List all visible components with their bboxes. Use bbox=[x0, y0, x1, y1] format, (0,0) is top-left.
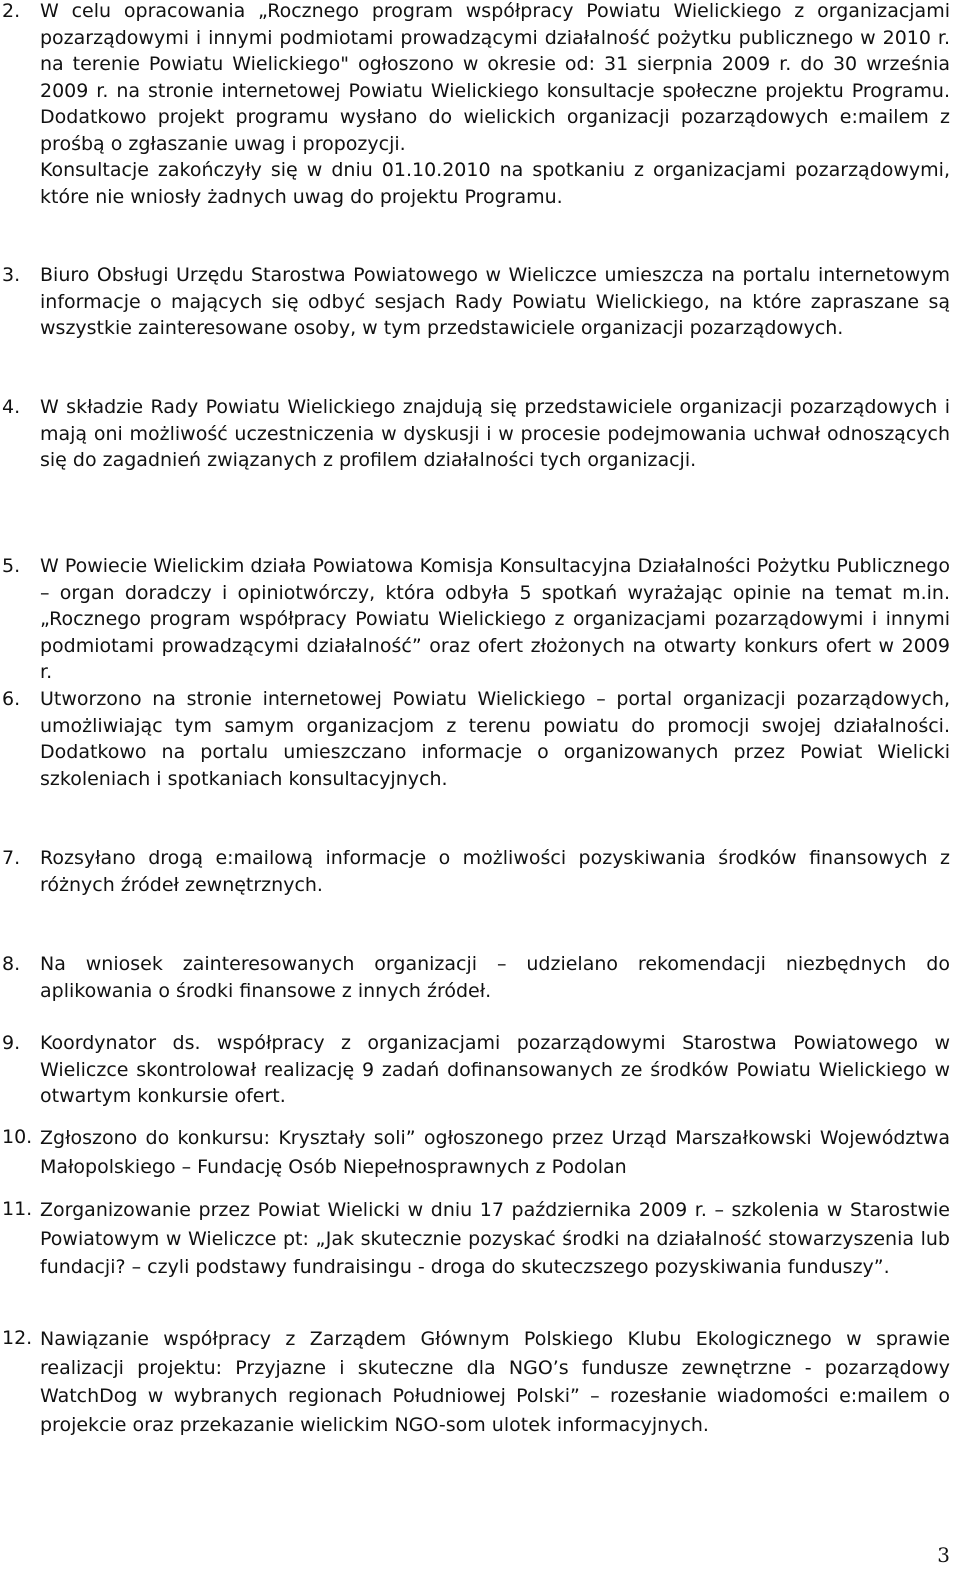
item-text bbox=[40, 262, 950, 342]
item-paragraph: Biuro Obsługi Urzędu Starostwa Powiatowego w Wieliczce umieszcza na portalu internetowym informacje o mających się odbyć sesjach Rady Powiatu Wielickiego, na które zapraszane są wszystkie zainteresowane osoby, w tym przedstawiciele organizacji pozarządowych. bbox=[40, 264, 950, 339]
item-text bbox=[40, 0, 950, 210]
item-number: 5. bbox=[2, 555, 21, 577]
item-paragraph: W celu opracowania „Rocznego program współpracy Powiatu Wielickiego z organizacjami pozarządowymi i innymi podmiotami prowadzącymi działalność pożytku publicznego w 2010 r. na terenie Powiatu Wielickiego" ogłoszono w okresie od: 31 sierpnia 2009 r. do 30 września 2009 r. na stronie internetowej Powiatu Wielickiego konsultacje społeczne projektu Programu. Dodatkowo projekt programu wysłano do wielickich organizacji pozarządowych e:mailem z prośbą o zgłaszanie uwag i propozycji. bbox=[40, 0, 950, 155]
item-text bbox=[40, 1030, 950, 1110]
item-text bbox=[40, 1124, 950, 1181]
item-number: 3. bbox=[2, 264, 21, 286]
item-text bbox=[40, 686, 950, 792]
item-text bbox=[40, 951, 950, 1004]
item-text bbox=[40, 845, 950, 898]
page-number: 3 bbox=[937, 1543, 950, 1567]
item-text bbox=[40, 1196, 950, 1282]
item-number: 2. bbox=[2, 0, 21, 22]
item-paragraph: W składzie Rady Powiatu Wielickiego znajdują się przedstawiciele organizacji pozarządowych i mają oni możliwość uczestniczenia w dyskusji i w procesie podejmowania uchwał odnoszących się do zagadnień związanych z profilem działalności tych organizacji. bbox=[40, 396, 950, 471]
item-number: 11. bbox=[2, 1198, 33, 1220]
item-text bbox=[40, 394, 950, 474]
item-number: 10. bbox=[2, 1126, 33, 1148]
item-paragraph: W Powiecie Wielickim działa Powiatowa Komisja Konsultacyjna Działalności Pożytku Publicznego – organ doradczy i opiniotwórczy, która odbyła 5 spotkań wyrażając opinie na temat m.in. „Rocznego program współpracy Powiatu Wielickiego z organizacjami pozarządowymi i innymi podmiotami prowadzącymi działalność” oraz ofert złożonych na otwarty konkurs ofert w 2009 r. bbox=[40, 555, 950, 683]
item-paragraph: Nawiązanie współpracy z Zarządem Głównym Polskiego Klubu Ekologicznego w sprawie realizacji projektu: Przyjazne i skuteczne dla NGO’s fundusze zewnętrzne - pozarządowy WatchDog w wybranych regionach Południowej Polski” – rozesłanie wiadomości e:mailem o projekcie oraz przekazanie wielickim NGO-som ulotek informacyjnych. bbox=[40, 1328, 950, 1436]
item-paragraph: Koordynator ds. współpracy z organizacjami pozarządowymi Starostwa Powiatowego w Wieliczce skontrolował realizację 9 zadań dofinansowanych ze środków Powiatu Wielickiego w otwartym konkursie ofert. bbox=[40, 1032, 950, 1107]
item-paragraph: Zgłoszono do konkursu: Kryształy soli” ogłoszonego przez Urząd Marszałkowski Województwa Małopolskiego – Fundację Osób Niepełnosprawnych z Podolan bbox=[40, 1127, 950, 1178]
item-paragraph: Na wniosek zainteresowanych organizacji – udzielano rekomendacji niezbędnych do aplikowania o środki finansowe z innych źródeł. bbox=[40, 953, 950, 1002]
item-number: 4. bbox=[2, 396, 21, 418]
item-number: 9. bbox=[2, 1032, 21, 1054]
item-number: 8. bbox=[2, 953, 21, 975]
item-paragraph: Utworzono na stronie internetowej Powiatu Wielickiego – portal organizacji pozarządowych, umożliwiając tym samym organizacjom z terenu powiatu do promocji swojej działalności. Dodatkowo na portalu umieszczano informacje o organizowanych przez Powiat Wielicki szkoleniach i spotkaniach konsultacyjnych. bbox=[40, 688, 950, 790]
item-paragraph: Rozsyłano drogą e:mailową informacje o możliwości pozyskiwania środków finansowych z różnych źródeł zewnętrznych. bbox=[40, 847, 950, 896]
item-text bbox=[40, 1325, 950, 1439]
item-number: 7. bbox=[2, 847, 21, 869]
item-number: 6. bbox=[2, 688, 21, 710]
item-text bbox=[40, 553, 950, 686]
item-number: 12. bbox=[2, 1327, 33, 1349]
item-paragraph: Zorganizowanie przez Powiat Wielicki w dniu 17 października 2009 r. – szkolenia w Starostwie Powiatowym w Wieliczce pt: „Jak skutecznie pozyskać środki na działalność stowarzyszenia lub fundacji? – czyli podstawy fundraisingu - droga do skuteczszego pozyskiwania funduszy”. bbox=[40, 1199, 950, 1278]
item-paragraph: Konsultacje zakończyły się w dniu 01.10.2010 na spotkaniu z organizacjami pozarządowymi, które nie wniosły żadnych uwag do projektu Programu. bbox=[40, 159, 950, 208]
